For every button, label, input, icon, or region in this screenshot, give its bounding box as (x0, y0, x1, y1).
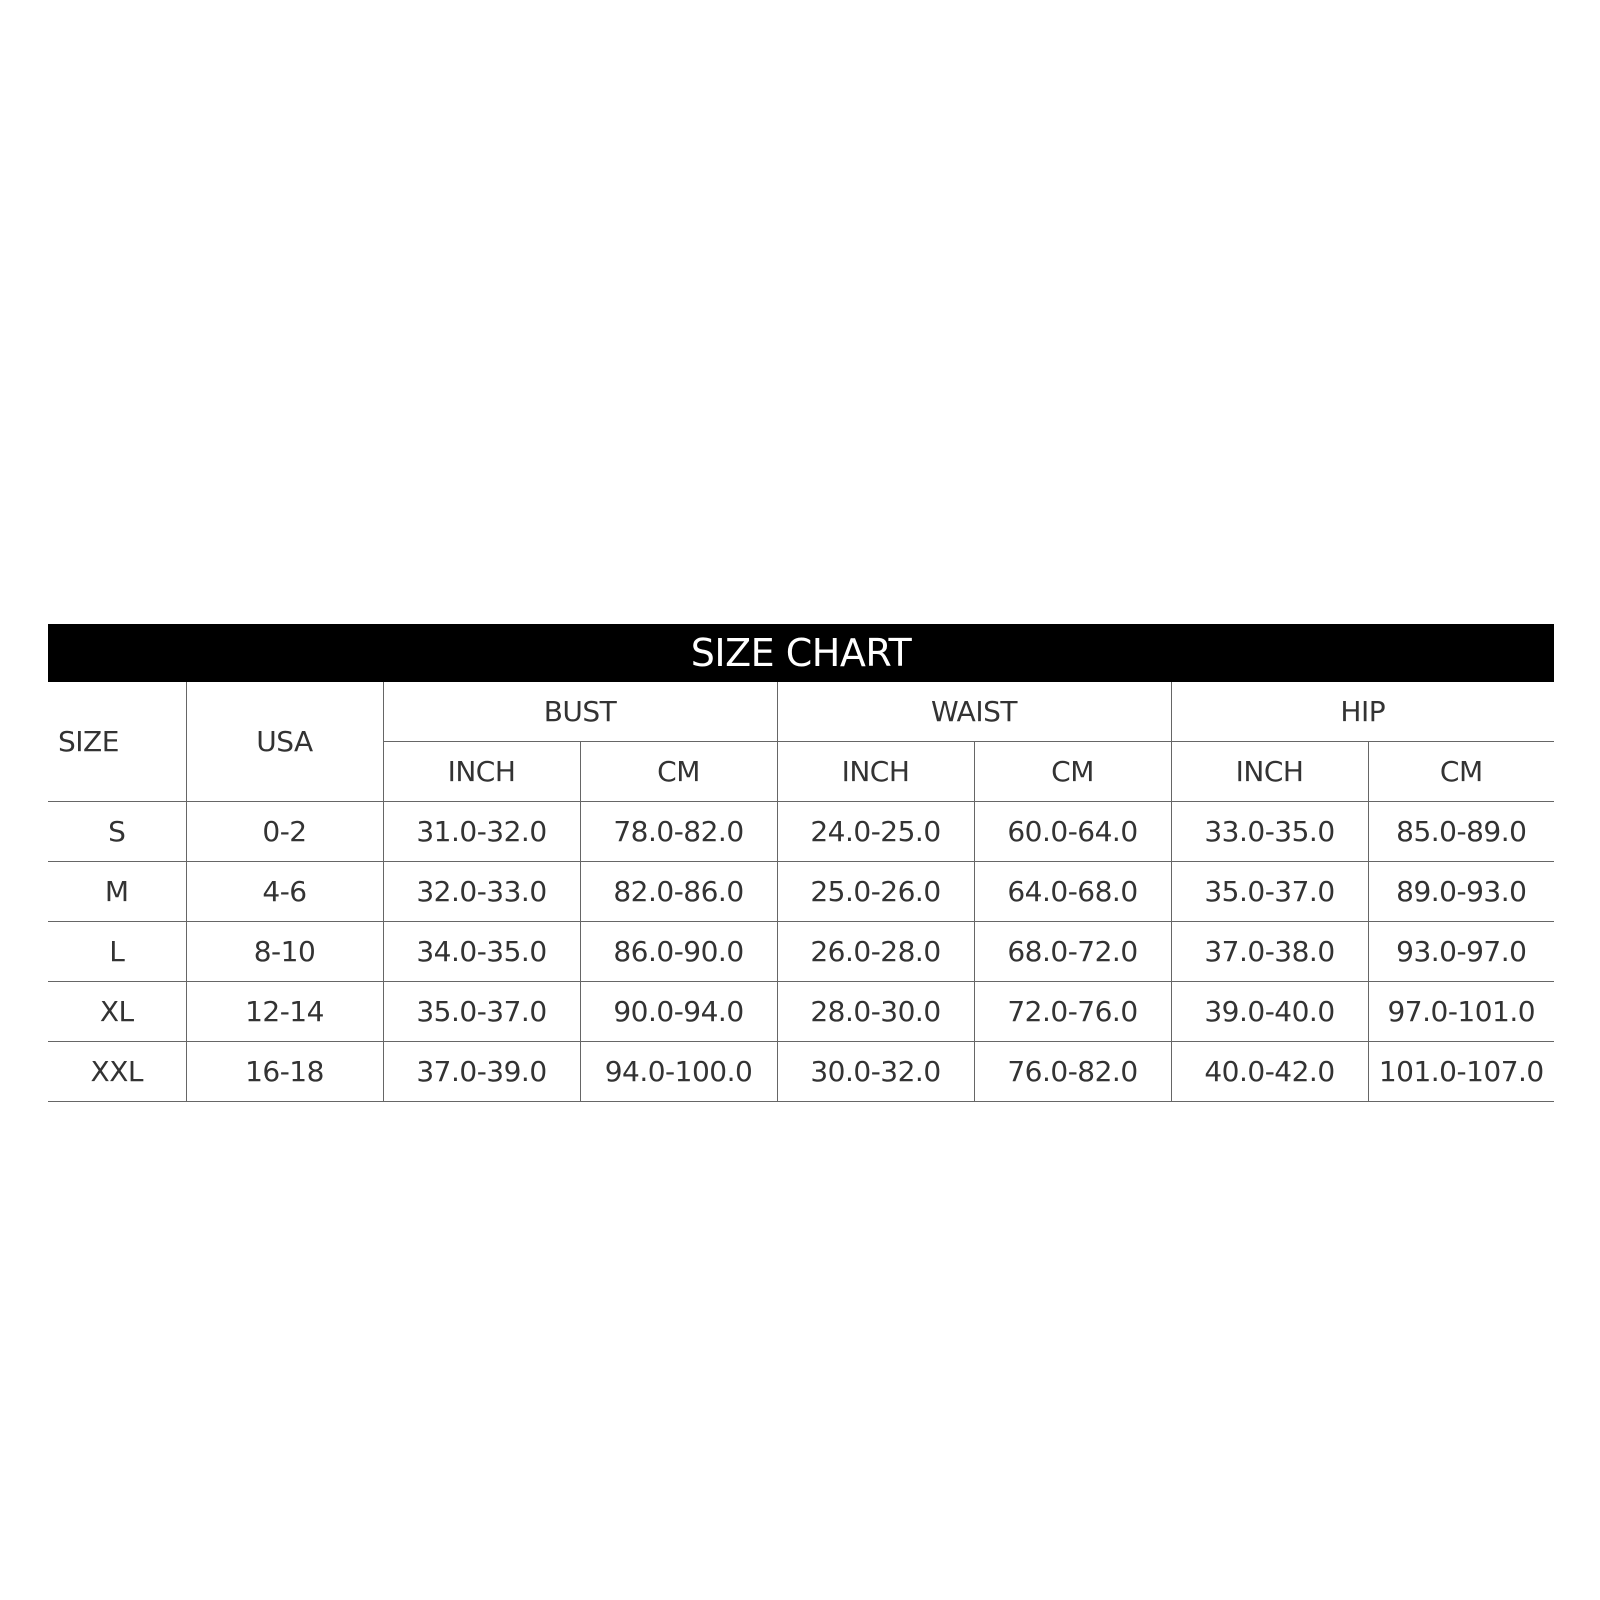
cell-usa: 8-10 (186, 922, 383, 982)
header-row-groups (48, 682, 1554, 742)
header-unit-waist-cm: CM (974, 742, 1171, 802)
cell-waist-inch: 26.0-28.0 (777, 922, 974, 982)
cell-hip-cm: 93.0-97.0 (1368, 922, 1554, 982)
size-chart (48, 624, 1554, 1102)
cell-bust-cm: 78.0-82.0 (580, 802, 777, 862)
cell-usa: 16-18 (186, 1042, 383, 1102)
table-row (48, 1042, 1554, 1102)
cell-hip-inch: 39.0-40.0 (1171, 982, 1368, 1042)
cell-size: XL (48, 982, 186, 1042)
cell-waist-inch: 28.0-30.0 (777, 982, 974, 1042)
header-unit-hip-cm: CM (1368, 742, 1554, 802)
cell-bust-cm: 90.0-94.0 (580, 982, 777, 1042)
cell-waist-cm: 60.0-64.0 (974, 802, 1171, 862)
cell-hip-cm: 89.0-93.0 (1368, 862, 1554, 922)
cell-waist-cm: 72.0-76.0 (974, 982, 1171, 1042)
cell-bust-cm: 82.0-86.0 (580, 862, 777, 922)
cell-bust-inch: 34.0-35.0 (383, 922, 580, 982)
cell-hip-cm: 101.0-107.0 (1368, 1042, 1554, 1102)
cell-usa: 0-2 (186, 802, 383, 862)
header-usa: USA (186, 682, 383, 802)
header-unit-bust-cm: CM (580, 742, 777, 802)
cell-bust-inch: 32.0-33.0 (383, 862, 580, 922)
header-unit-bust-inch: INCH (383, 742, 580, 802)
cell-waist-inch: 24.0-25.0 (777, 802, 974, 862)
cell-usa: 4-6 (186, 862, 383, 922)
cell-waist-inch: 30.0-32.0 (777, 1042, 974, 1102)
table-row (48, 862, 1554, 922)
header-unit-hip-inch: INCH (1171, 742, 1368, 802)
cell-bust-cm: 86.0-90.0 (580, 922, 777, 982)
cell-usa: 12-14 (186, 982, 383, 1042)
table-row (48, 982, 1554, 1042)
header-size: SIZE (48, 682, 186, 802)
cell-hip-inch: 40.0-42.0 (1171, 1042, 1368, 1102)
table-row (48, 922, 1554, 982)
cell-size: M (48, 862, 186, 922)
cell-waist-cm: 68.0-72.0 (974, 922, 1171, 982)
cell-waist-inch: 25.0-26.0 (777, 862, 974, 922)
header-hip: HIP (1171, 682, 1554, 742)
header-waist: WAIST (777, 682, 1171, 742)
cell-hip-inch: 35.0-37.0 (1171, 862, 1368, 922)
chart-title: SIZE CHART (48, 624, 1554, 682)
cell-hip-cm: 97.0-101.0 (1368, 982, 1554, 1042)
cell-waist-cm: 64.0-68.0 (974, 862, 1171, 922)
size-table (48, 682, 1554, 1102)
header-bust: BUST (383, 682, 777, 742)
cell-bust-inch: 35.0-37.0 (383, 982, 580, 1042)
cell-waist-cm: 76.0-82.0 (974, 1042, 1171, 1102)
cell-size: S (48, 802, 186, 862)
cell-bust-cm: 94.0-100.0 (580, 1042, 777, 1102)
cell-hip-inch: 33.0-35.0 (1171, 802, 1368, 862)
cell-hip-inch: 37.0-38.0 (1171, 922, 1368, 982)
cell-bust-inch: 31.0-32.0 (383, 802, 580, 862)
cell-hip-cm: 85.0-89.0 (1368, 802, 1554, 862)
header-unit-waist-inch: INCH (777, 742, 974, 802)
table-row (48, 802, 1554, 862)
cell-size: L (48, 922, 186, 982)
cell-bust-inch: 37.0-39.0 (383, 1042, 580, 1102)
cell-size: XXL (48, 1042, 186, 1102)
